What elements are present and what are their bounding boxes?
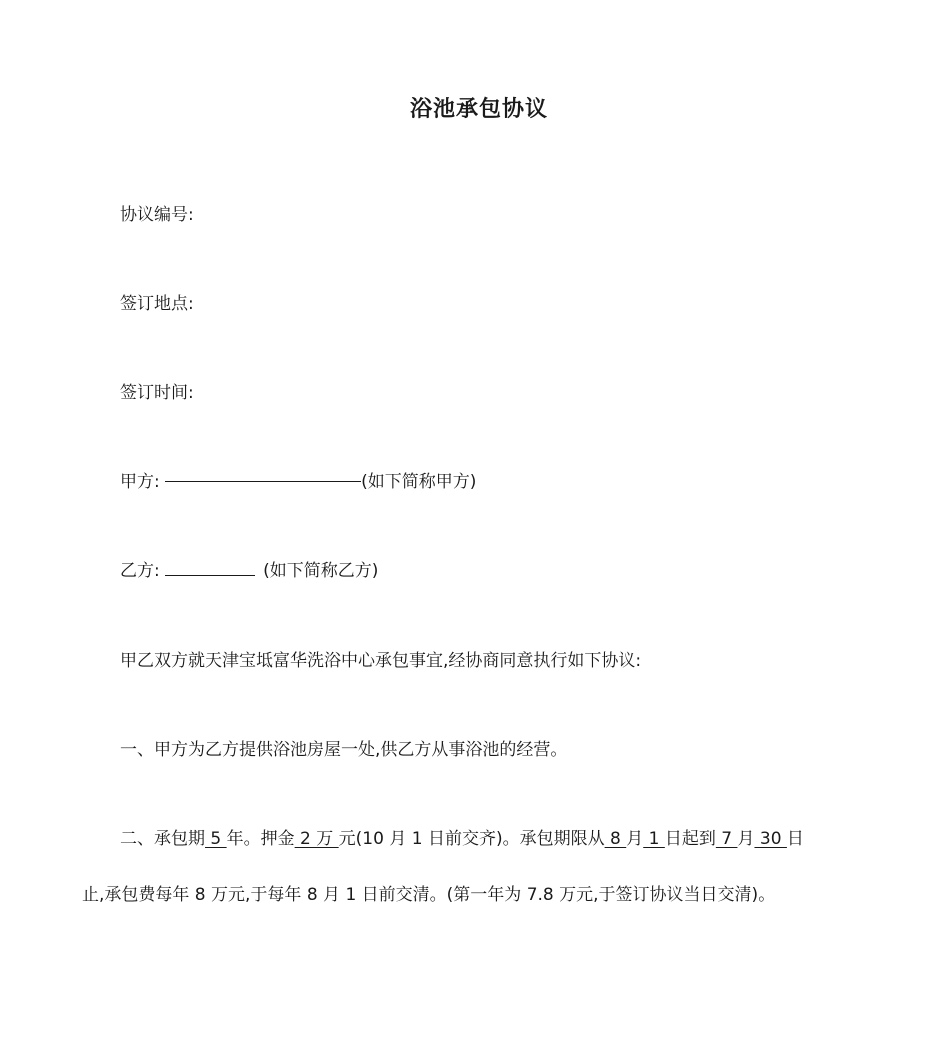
- clause-2-line-2: 止,承包费每年 8 万元,于每年 8 月 1 日前交清。(第一年为 7.8 万元,于签订协议当日交清)。: [82, 885, 776, 905]
- party-b-blank: [165, 561, 255, 576]
- party-b-line: [120, 556, 378, 581]
- clause-2-text: 元(10 月 1 日前交齐)。承包期限从: [338, 829, 605, 849]
- clause-2-text: 月: [737, 829, 755, 849]
- party-a-line: [120, 467, 476, 492]
- party-a-suffix: (如下简称甲方): [361, 472, 477, 492]
- party-b-suffix: (如下简称乙方): [263, 561, 379, 581]
- clause-2-line-1: [120, 824, 804, 849]
- clause-2-text: 日: [786, 829, 804, 849]
- clause-1: 一、甲方为乙方提供浴池房屋一处,供乙方从事浴池的经营。: [120, 740, 568, 760]
- party-a-label: 甲方:: [120, 472, 160, 492]
- signing-place-label: 签订地点:: [120, 294, 194, 314]
- clause-2-text: 月: [626, 829, 644, 849]
- end-day: 30: [754, 829, 787, 849]
- party-b-label: 乙方:: [120, 561, 160, 581]
- party-a-blank: [165, 481, 361, 482]
- clause-2-text: 年。押金: [226, 829, 295, 849]
- clause-2-text: 日起到: [664, 829, 716, 849]
- agreement-number-label: 协议编号:: [120, 205, 194, 225]
- document-title: 浴池承包协议: [409, 97, 548, 122]
- deposit-amount: 2 万: [294, 829, 339, 849]
- end-month: 7: [715, 829, 738, 849]
- signing-time-label: 签订时间:: [120, 383, 194, 403]
- clause-2-text: 二、承包期: [120, 829, 205, 849]
- intro-paragraph: 甲乙双方就天津宝坻富华洗浴中心承包事宜,经协商同意执行如下协议:: [120, 651, 642, 671]
- start-day: 1: [643, 829, 665, 849]
- term-years: 5: [205, 829, 227, 849]
- start-month: 8: [604, 829, 627, 849]
